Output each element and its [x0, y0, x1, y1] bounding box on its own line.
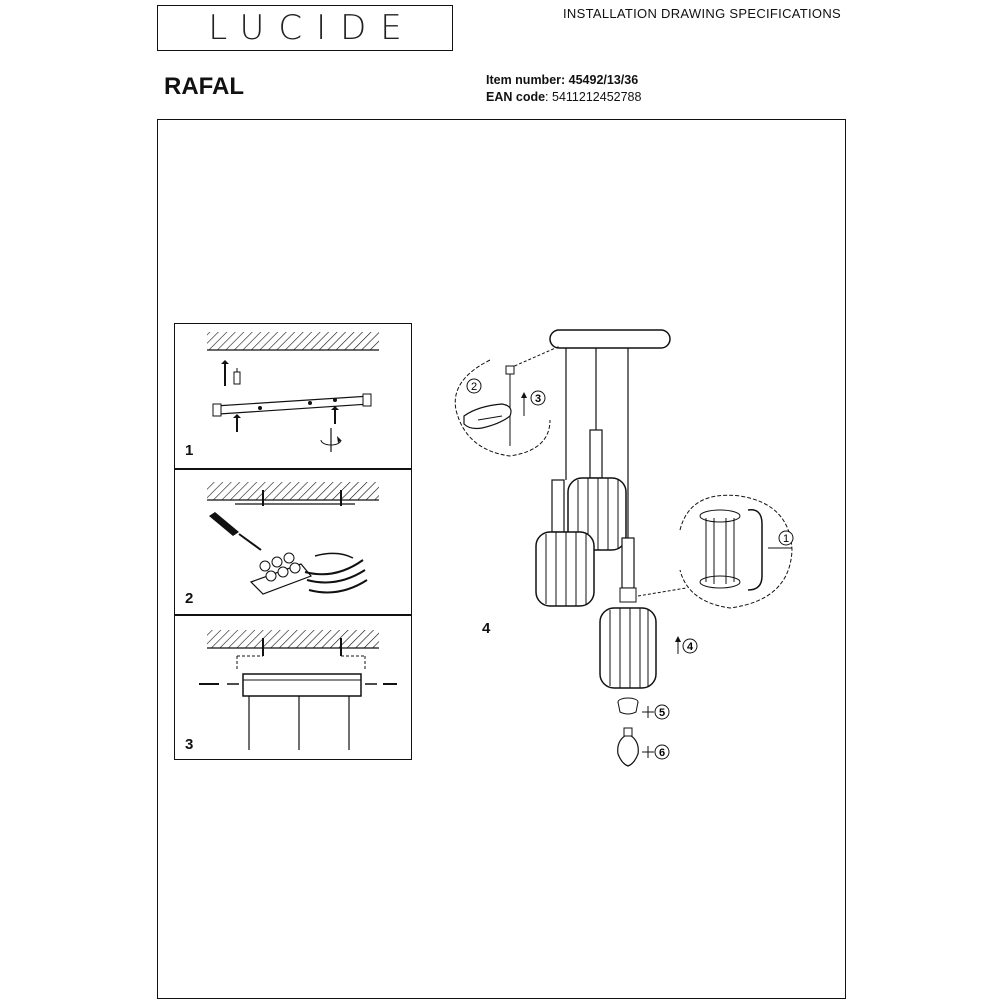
step-1-panel [174, 323, 412, 469]
ean-label: EAN code [486, 90, 546, 104]
brand-logo-text: LUCIDE [208, 8, 416, 48]
screwdriver-icon [209, 512, 261, 550]
arrow-up-down-icon [521, 392, 527, 416]
step-4-number: 4 [482, 620, 491, 637]
item-number-value: 45492/13/36 [568, 73, 639, 87]
socket-ring-icon [618, 698, 638, 714]
callout-3-number: 3 [534, 393, 542, 405]
lamp-holder-tube [590, 430, 602, 478]
step-1-number: 1 [185, 442, 194, 459]
callout-1-number: 1 [782, 533, 790, 545]
shade-slat-icon [748, 510, 762, 590]
item-number-colon: : [561, 73, 569, 87]
light-bulb-icon [618, 728, 639, 766]
product-name: RAFAL [164, 73, 244, 100]
callout-5-number: 5 [658, 707, 666, 719]
step-3-number: 3 [185, 736, 194, 753]
alignment-guide [237, 656, 365, 670]
item-number-row [486, 72, 641, 89]
step-3-panel [174, 615, 412, 760]
cable-grip-icon [506, 366, 514, 374]
screw-icon [233, 414, 241, 432]
product-meta [486, 72, 641, 106]
rotate-arrow-icon [321, 428, 341, 452]
callout-2-number: 2 [470, 381, 478, 393]
wall-plug-icon [234, 368, 240, 384]
shade-frame-detail-icon [700, 510, 740, 588]
lamp-socket-icon [620, 588, 636, 602]
ean-colon: : [545, 90, 552, 104]
callout-6-number: 6 [658, 747, 666, 759]
lamp-holder-tube [622, 538, 634, 588]
screw-on-icon [642, 706, 654, 718]
ceiling-hatch [207, 630, 379, 648]
step-3-illustration [175, 616, 411, 759]
step-4-illustration [430, 320, 810, 780]
wooden-shade-icon [536, 532, 594, 606]
screw-icon [331, 406, 339, 424]
hand-icon [464, 404, 511, 429]
detail-leader [638, 588, 686, 596]
ceiling-hatch [207, 332, 379, 350]
screw-icon [221, 360, 229, 386]
step-2-number: 2 [185, 590, 194, 607]
brand-logo [157, 5, 453, 51]
ceiling-hatch [207, 482, 379, 500]
step-2-illustration [175, 470, 411, 614]
ean-value: 5411212452788 [552, 90, 642, 104]
ceiling-canopy [550, 330, 670, 348]
step-2-panel [174, 469, 412, 615]
callout-4-number: 4 [686, 641, 694, 653]
step-1-illustration [175, 324, 411, 468]
screw-on-icon [642, 746, 654, 758]
detail-leader [510, 346, 560, 368]
wooden-shade-icon [600, 608, 656, 688]
lamp-holder-tube [552, 480, 564, 532]
terminal-block-icon [251, 553, 311, 594]
ean-row [486, 89, 641, 106]
arrow-up-icon [675, 636, 681, 654]
item-number-label: Item number [486, 73, 562, 87]
mounting-bracket-icon [213, 394, 371, 416]
canopy-icon [243, 674, 361, 696]
wires-icon [305, 553, 367, 592]
document-type: INSTALLATION DRAWING SPECIFICATIONS [563, 6, 841, 21]
